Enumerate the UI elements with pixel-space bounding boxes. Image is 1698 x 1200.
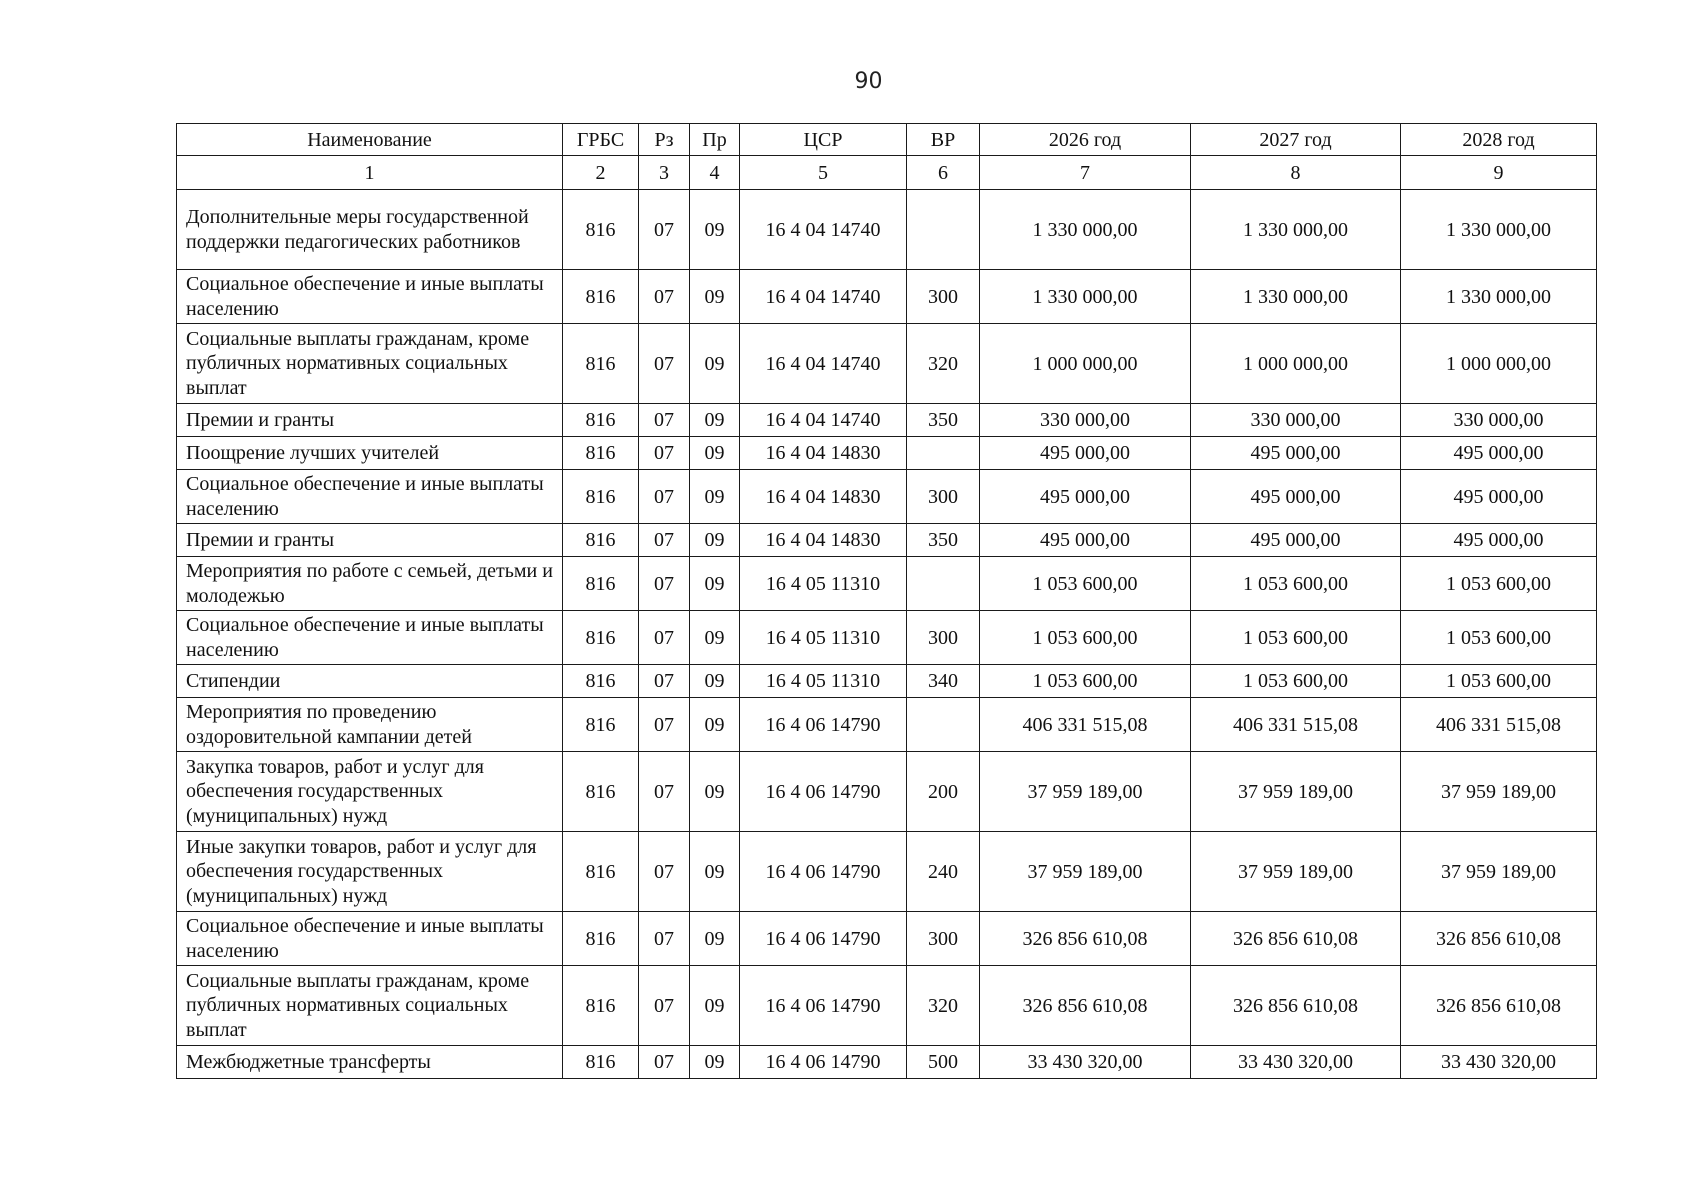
row-rz: 07: [639, 190, 690, 270]
column-number: 2: [563, 156, 639, 190]
row-rz: 07: [639, 698, 690, 752]
table-row: [177, 470, 1597, 524]
row-pr: 09: [690, 966, 740, 1046]
budget-table: [176, 123, 1597, 1079]
row-2027: 406 331 515,08: [1191, 698, 1401, 752]
row-2028: 1 000 000,00: [1401, 324, 1597, 404]
row-2027: 326 856 610,08: [1191, 912, 1401, 966]
row-vr: 350: [907, 524, 980, 557]
row-rz: 07: [639, 470, 690, 524]
row-2026: 495 000,00: [980, 437, 1191, 470]
row-csr: 16 4 04 14740: [740, 190, 907, 270]
row-name: Стипендии: [177, 665, 563, 698]
row-name: Мероприятия по проведению оздоровительной кампании детей: [177, 698, 563, 752]
row-2027: 326 856 610,08: [1191, 966, 1401, 1046]
header-csr: ЦСР: [740, 124, 907, 156]
header-grbs: ГРБС: [563, 124, 639, 156]
page-number: 90: [854, 69, 883, 94]
row-2028: 495 000,00: [1401, 470, 1597, 524]
row-2028: 1 053 600,00: [1401, 557, 1597, 611]
row-2027: 1 330 000,00: [1191, 190, 1401, 270]
row-2028: 1 053 600,00: [1401, 665, 1597, 698]
row-rz: 07: [639, 665, 690, 698]
row-2028: 330 000,00: [1401, 404, 1597, 437]
row-pr: 09: [690, 324, 740, 404]
table-row: [177, 557, 1597, 611]
row-pr: 09: [690, 437, 740, 470]
row-name: Межбюджетные трансферты: [177, 1046, 563, 1079]
row-pr: 09: [690, 665, 740, 698]
row-grbs: 816: [563, 270, 639, 324]
row-csr: 16 4 04 14740: [740, 270, 907, 324]
row-vr: 300: [907, 270, 980, 324]
row-vr: [907, 437, 980, 470]
row-grbs: 816: [563, 665, 639, 698]
table-row: [177, 1046, 1597, 1079]
row-2027: 37 959 189,00: [1191, 752, 1401, 832]
row-2027: 1 053 600,00: [1191, 557, 1401, 611]
column-number: 8: [1191, 156, 1401, 190]
row-csr: 16 4 04 14830: [740, 524, 907, 557]
row-2026: 495 000,00: [980, 470, 1191, 524]
row-rz: 07: [639, 1046, 690, 1079]
row-name: Социальные выплаты гражданам, кроме публичных нормативных социальных выплат: [177, 324, 563, 404]
row-vr: 340: [907, 665, 980, 698]
row-2027: 37 959 189,00: [1191, 832, 1401, 912]
row-2028: 33 430 320,00: [1401, 1046, 1597, 1079]
row-csr: 16 4 06 14790: [740, 752, 907, 832]
row-vr: [907, 698, 980, 752]
row-rz: 07: [639, 404, 690, 437]
row-2026: 330 000,00: [980, 404, 1191, 437]
row-csr: 16 4 04 14830: [740, 470, 907, 524]
row-grbs: 816: [563, 752, 639, 832]
row-2028: 326 856 610,08: [1401, 912, 1597, 966]
row-pr: 09: [690, 611, 740, 665]
row-2026: 1 053 600,00: [980, 665, 1191, 698]
row-2028: 406 331 515,08: [1401, 698, 1597, 752]
row-vr: 300: [907, 912, 980, 966]
row-csr: 16 4 04 14830: [740, 437, 907, 470]
row-2028: 1 330 000,00: [1401, 270, 1597, 324]
row-2027: 1 330 000,00: [1191, 270, 1401, 324]
row-2028: 1 053 600,00: [1401, 611, 1597, 665]
table-row: [177, 404, 1597, 437]
column-number: 1: [177, 156, 563, 190]
row-rz: 07: [639, 611, 690, 665]
row-name: Премии и гранты: [177, 404, 563, 437]
column-number: 4: [690, 156, 740, 190]
row-name: Социальное обеспечение и иные выплаты населению: [177, 912, 563, 966]
row-2026: 1 053 600,00: [980, 557, 1191, 611]
row-rz: 07: [639, 832, 690, 912]
table-row: [177, 437, 1597, 470]
table-row: [177, 665, 1597, 698]
row-2027: 33 430 320,00: [1191, 1046, 1401, 1079]
header-vr: ВР: [907, 124, 980, 156]
row-csr: 16 4 06 14790: [740, 1046, 907, 1079]
table-row: [177, 698, 1597, 752]
column-number: 9: [1401, 156, 1597, 190]
row-2026: 1 053 600,00: [980, 611, 1191, 665]
table-row: [177, 752, 1597, 832]
row-2026: 495 000,00: [980, 524, 1191, 557]
header-rz: Рз: [639, 124, 690, 156]
row-pr: 09: [690, 912, 740, 966]
row-grbs: 816: [563, 912, 639, 966]
header-2026: 2026 год: [980, 124, 1191, 156]
row-2028: 495 000,00: [1401, 437, 1597, 470]
table-row: [177, 966, 1597, 1046]
row-grbs: 816: [563, 1046, 639, 1079]
row-2026: 37 959 189,00: [980, 752, 1191, 832]
row-2028: 1 330 000,00: [1401, 190, 1597, 270]
row-2027: 1 053 600,00: [1191, 611, 1401, 665]
row-2026: 1 330 000,00: [980, 190, 1191, 270]
row-csr: 16 4 04 14740: [740, 324, 907, 404]
row-name: Социальное обеспечение и иные выплаты населению: [177, 470, 563, 524]
row-2028: 37 959 189,00: [1401, 752, 1597, 832]
row-pr: 09: [690, 832, 740, 912]
row-vr: 500: [907, 1046, 980, 1079]
column-number: 7: [980, 156, 1191, 190]
row-csr: 16 4 06 14790: [740, 832, 907, 912]
row-vr: 300: [907, 470, 980, 524]
row-vr: 320: [907, 966, 980, 1046]
row-csr: 16 4 04 14740: [740, 404, 907, 437]
table-row: [177, 270, 1597, 324]
row-csr: 16 4 06 14790: [740, 966, 907, 1046]
row-grbs: 816: [563, 324, 639, 404]
row-csr: 16 4 05 11310: [740, 665, 907, 698]
row-2027: 495 000,00: [1191, 524, 1401, 557]
row-grbs: 816: [563, 437, 639, 470]
row-grbs: 816: [563, 557, 639, 611]
row-2028: 326 856 610,08: [1401, 966, 1597, 1046]
row-rz: 07: [639, 437, 690, 470]
row-vr: [907, 190, 980, 270]
row-pr: 09: [690, 404, 740, 437]
row-name: Социальное обеспечение и иные выплаты населению: [177, 611, 563, 665]
row-pr: 09: [690, 557, 740, 611]
row-csr: 16 4 05 11310: [740, 611, 907, 665]
row-grbs: 816: [563, 966, 639, 1046]
row-grbs: 816: [563, 470, 639, 524]
table-row: [177, 524, 1597, 557]
row-2026: 326 856 610,08: [980, 912, 1191, 966]
row-grbs: 816: [563, 404, 639, 437]
row-name: Мероприятия по работе с семьей, детьми и молодежью: [177, 557, 563, 611]
row-pr: 09: [690, 470, 740, 524]
row-grbs: 816: [563, 190, 639, 270]
row-rz: 07: [639, 966, 690, 1046]
row-pr: 09: [690, 1046, 740, 1079]
row-2027: 1 053 600,00: [1191, 665, 1401, 698]
row-rz: 07: [639, 270, 690, 324]
row-vr: 240: [907, 832, 980, 912]
row-grbs: 816: [563, 524, 639, 557]
column-number: 6: [907, 156, 980, 190]
row-csr: 16 4 06 14790: [740, 698, 907, 752]
row-rz: 07: [639, 324, 690, 404]
row-rz: 07: [639, 524, 690, 557]
table-row: [177, 190, 1597, 270]
table-row: [177, 832, 1597, 912]
table-row: [177, 912, 1597, 966]
row-vr: 200: [907, 752, 980, 832]
row-vr: 350: [907, 404, 980, 437]
row-name: Закупка товаров, работ и услуг для обеспечения государственных (муниципальных) нужд: [177, 752, 563, 832]
row-2026: 37 959 189,00: [980, 832, 1191, 912]
row-2026: 1 330 000,00: [980, 270, 1191, 324]
column-number: 3: [639, 156, 690, 190]
row-2026: 326 856 610,08: [980, 966, 1191, 1046]
column-number: 5: [740, 156, 907, 190]
row-pr: 09: [690, 752, 740, 832]
row-2028: 37 959 189,00: [1401, 832, 1597, 912]
row-2027: 495 000,00: [1191, 437, 1401, 470]
row-name: Поощрение лучших учителей: [177, 437, 563, 470]
header-2027: 2027 год: [1191, 124, 1401, 156]
row-vr: [907, 557, 980, 611]
row-2027: 1 000 000,00: [1191, 324, 1401, 404]
table-row: [177, 324, 1597, 404]
row-csr: 16 4 06 14790: [740, 912, 907, 966]
row-rz: 07: [639, 752, 690, 832]
row-name: Социальные выплаты гражданам, кроме публичных нормативных социальных выплат: [177, 966, 563, 1046]
row-vr: 320: [907, 324, 980, 404]
row-2027: 495 000,00: [1191, 470, 1401, 524]
row-name: Дополнительные меры государственной поддержки педагогических работников: [177, 190, 563, 270]
header-name: Наименование: [177, 124, 563, 156]
row-2026: 33 430 320,00: [980, 1046, 1191, 1079]
row-pr: 09: [690, 524, 740, 557]
row-pr: 09: [690, 190, 740, 270]
row-pr: 09: [690, 270, 740, 324]
column-number-row: [177, 156, 1597, 190]
row-pr: 09: [690, 698, 740, 752]
row-rz: 07: [639, 912, 690, 966]
row-2028: 495 000,00: [1401, 524, 1597, 557]
row-vr: 300: [907, 611, 980, 665]
row-name: Иные закупки товаров, работ и услуг для обеспечения государственных (муниципальных) нужд: [177, 832, 563, 912]
row-csr: 16 4 05 11310: [740, 557, 907, 611]
row-2027: 330 000,00: [1191, 404, 1401, 437]
row-rz: 07: [639, 557, 690, 611]
row-name: Социальное обеспечение и иные выплаты населению: [177, 270, 563, 324]
header-row: [177, 124, 1597, 156]
row-name: Премии и гранты: [177, 524, 563, 557]
row-grbs: 816: [563, 698, 639, 752]
row-2026: 406 331 515,08: [980, 698, 1191, 752]
header-2028: 2028 год: [1401, 124, 1597, 156]
table-row: [177, 611, 1597, 665]
row-grbs: 816: [563, 832, 639, 912]
row-2026: 1 000 000,00: [980, 324, 1191, 404]
header-pr: Пр: [690, 124, 740, 156]
row-grbs: 816: [563, 611, 639, 665]
